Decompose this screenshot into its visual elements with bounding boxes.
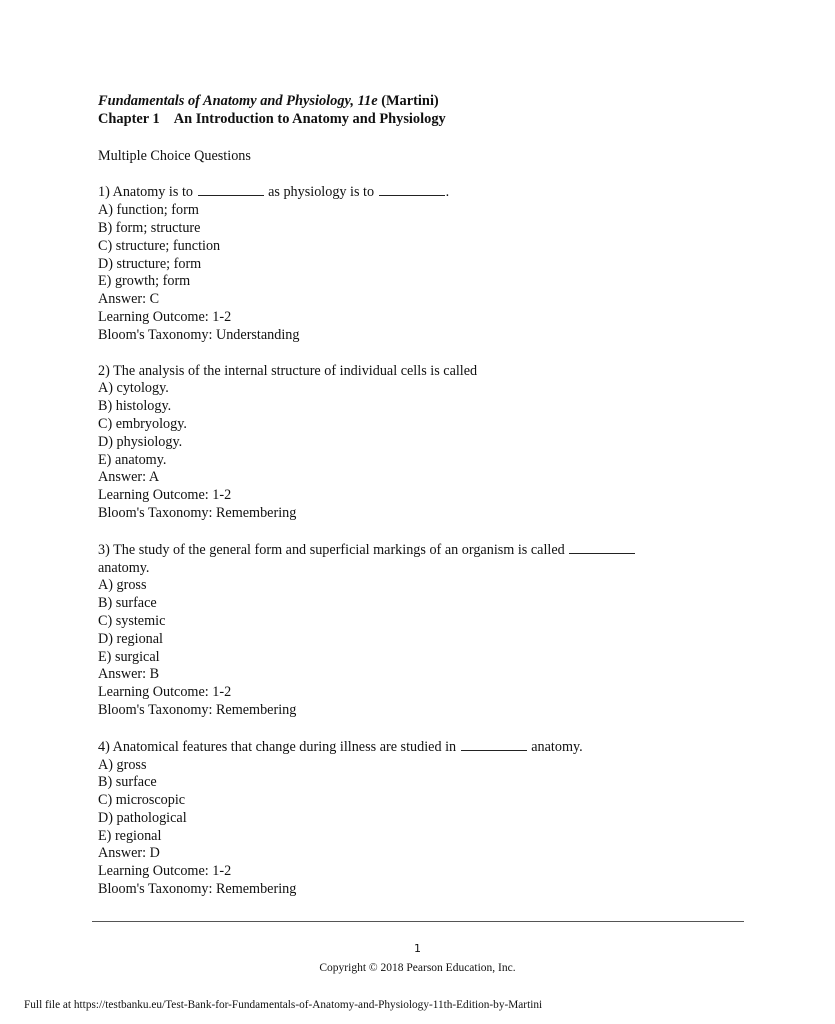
option: C) structure; function bbox=[98, 237, 221, 254]
answer-blank bbox=[569, 541, 635, 554]
learning-outcome: Learning Outcome: 1-2 bbox=[98, 487, 232, 504]
option: B) histology. bbox=[98, 398, 172, 415]
page-number: 1 bbox=[414, 942, 421, 955]
option: A) function; form bbox=[98, 202, 199, 219]
option: C) systemic bbox=[98, 612, 166, 629]
option: E) anatomy. bbox=[98, 451, 167, 468]
answer-blank bbox=[379, 183, 445, 196]
blooms-taxonomy: Bloom's Taxonomy: Remembering bbox=[98, 881, 297, 898]
option: B) surface bbox=[98, 595, 157, 612]
option: B) surface bbox=[98, 774, 157, 791]
question-stem: 2) The analysis of the internal structure of individual cells is called bbox=[98, 362, 478, 379]
option: A) gross bbox=[98, 577, 147, 594]
option: C) embryology. bbox=[98, 415, 187, 432]
blooms-taxonomy: Bloom's Taxonomy: Remembering bbox=[98, 504, 297, 521]
copyright-notice: Copyright © 2018 Pearson Education, Inc. bbox=[319, 962, 516, 974]
blooms-taxonomy: Bloom's Taxonomy: Remembering bbox=[98, 701, 297, 718]
learning-outcome: Learning Outcome: 1-2 bbox=[98, 308, 232, 325]
learning-outcome: Learning Outcome: 1-2 bbox=[98, 863, 232, 880]
chapter-number: Chapter 1 bbox=[98, 110, 160, 127]
answer: Answer: D bbox=[98, 845, 160, 862]
option: D) physiology. bbox=[98, 433, 183, 450]
answer: Answer: C bbox=[98, 291, 160, 308]
option: D) regional bbox=[98, 630, 164, 647]
option: A) cytology. bbox=[98, 380, 169, 397]
option: E) regional bbox=[98, 827, 162, 844]
book-title: Fundamentals of Anatomy and Physiology, 11e bbox=[98, 93, 378, 109]
book-author: (Martini) bbox=[381, 93, 439, 109]
option: B) form; structure bbox=[98, 219, 201, 236]
option: D) pathological bbox=[98, 809, 187, 826]
question-stem: 3) The study of the general form and superficial markings of an organism is called bbox=[98, 541, 748, 560]
question-1 bbox=[98, 183, 748, 344]
chapter-title: An Introduction to Anatomy and Physiology bbox=[173, 110, 446, 127]
question-3 bbox=[98, 541, 748, 720]
answer: Answer: A bbox=[98, 469, 160, 486]
question-stem: 1) Anatomy is to as physiology is to . bbox=[98, 184, 450, 201]
blooms-taxonomy: Bloom's Taxonomy: Understanding bbox=[98, 326, 300, 343]
answer-blank bbox=[198, 183, 264, 196]
learning-outcome: Learning Outcome: 1-2 bbox=[98, 684, 232, 701]
answer-blank bbox=[461, 738, 527, 751]
option: E) growth; form bbox=[98, 273, 191, 290]
page-content bbox=[98, 93, 748, 899]
footer-divider bbox=[92, 921, 744, 922]
option: E) surgical bbox=[98, 648, 160, 665]
option: C) microscopic bbox=[98, 792, 186, 809]
question-stem-continued: anatomy. bbox=[98, 559, 150, 576]
option: D) structure; form bbox=[98, 255, 202, 272]
answer: Answer: B bbox=[98, 666, 160, 683]
section-label: Multiple Choice Questions bbox=[98, 147, 251, 164]
question-stem: 4) Anatomical features that change during illness are studied in anatomy. bbox=[98, 738, 583, 755]
book-header bbox=[98, 93, 748, 111]
chapter-header bbox=[98, 111, 748, 129]
full-file-link[interactable]: Full file at https://testbanku.eu/Test-Bank-for-Fundamentals-of-Anatomy-and-Physiology-11th-Edition-by-Martini bbox=[24, 999, 543, 1011]
question-4 bbox=[98, 738, 748, 899]
question-2 bbox=[98, 363, 748, 523]
option: A) gross bbox=[98, 756, 147, 773]
